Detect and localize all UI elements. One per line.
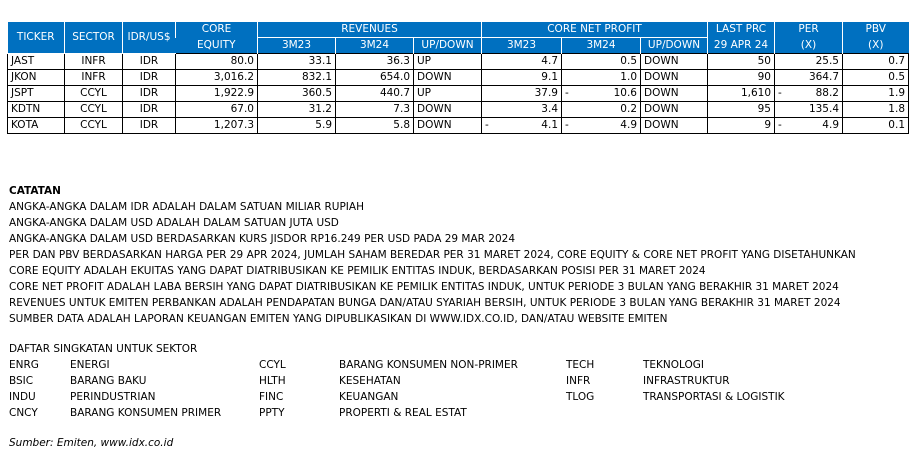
cell-currency: IDR (123, 86, 176, 102)
cell-sector: CCYL (65, 118, 123, 134)
cell-last-prc: 50 (708, 54, 775, 70)
cell-np-updown: DOWN (641, 86, 708, 102)
value: 135.4 (808, 103, 839, 115)
value: 25.5 (815, 55, 839, 67)
cell-np-3m24 (562, 54, 641, 70)
sector-name: TRANSPORTASI & LOGISTIK (643, 391, 785, 403)
value: 4.9 (822, 119, 839, 131)
cell-rev-3m24: 440.7 (336, 86, 414, 102)
cell-ticker: JAST (8, 54, 65, 70)
cell-pbv: 0.1 (843, 118, 909, 134)
cell-core-equity: 3,016.2 (176, 70, 258, 86)
note-line: CORE EQUITY ADALAH EKUITAS YANG DAPAT DIATRIBUSIKAN KE PEMILIK ENTITAS INDUK, BERDASARKAN POSISI PER 31 MARET 2024 (9, 265, 706, 277)
sector-code: TECH (566, 359, 595, 371)
value: 0.5 (620, 55, 637, 67)
header-pbv-top: PBV (843, 22, 909, 38)
cell-ticker: KOTA (8, 118, 65, 134)
header-rev-3m23: 3M23 (258, 38, 336, 54)
cell-ticker: KDTN (8, 102, 65, 118)
cell-pbv: 1.8 (843, 102, 909, 118)
value: 1.0 (620, 71, 637, 83)
cell-ticker: JSPT (8, 86, 65, 102)
sector-title: DAFTAR SINGKATAN UNTUK SEKTOR (9, 343, 198, 355)
cell-last-prc: 9 (708, 118, 775, 134)
sector-code: ENRG (9, 359, 39, 371)
cell-np-3m24 (562, 86, 641, 102)
cell-np-3m23 (482, 118, 562, 134)
header-per-top: PER (775, 22, 843, 38)
cell-np-3m24 (562, 70, 641, 86)
note-line: REVENUES UNTUK EMITEN PERBANKAN ADALAH PENDAPATAN BUNGA DAN/ATAU SYARIAH BERSIH, UNTUK PERIODE 3 BULAN YANG BERAKHIR 31 MARET 2024 (9, 297, 841, 309)
header-currency: IDR/US$ (123, 22, 176, 54)
sector-code: INDU (9, 391, 36, 403)
sector-abbreviations (9, 341, 909, 423)
cell-rev-3m23: 31.2 (258, 102, 336, 118)
cell-currency: IDR (123, 118, 176, 134)
table-row (8, 102, 909, 118)
sector-name: KESEHATAN (339, 375, 401, 387)
header-core-top: CORE (176, 22, 258, 38)
header-core-bottom: EQUITY (176, 38, 258, 54)
cell-np-3m23 (482, 86, 562, 102)
note-line: ANGKA-ANGKA DALAM USD BERDASARKAN KURS JISDOR RP16.249 PER USD PADA 29 MAR 2024 (9, 233, 516, 245)
cell-np-updown: DOWN (641, 70, 708, 86)
header-revenues: REVENUES (258, 22, 482, 38)
cell-rev-updown: UP (414, 86, 482, 102)
cell-rev-3m24: 7.3 (336, 102, 414, 118)
source-note: Sumber: Emiten, www.idx.co.id (9, 437, 174, 449)
cell-np-3m23 (482, 70, 562, 86)
header-per-bottom: (X) (775, 38, 843, 54)
value: 9.1 (541, 71, 558, 83)
cell-pbv: 0.5 (843, 70, 909, 86)
cell-rev-3m23: 360.5 (258, 86, 336, 102)
sector-name: ENERGI (70, 359, 110, 371)
sector-name: TEKNOLOGI (643, 359, 705, 371)
sector-name: BARANG KONSUMEN NON-PRIMER (339, 359, 518, 371)
table-row (8, 70, 909, 86)
cell-core-equity: 67.0 (176, 102, 258, 118)
cell-sector: CCYL (65, 102, 123, 118)
cell-rev-updown: UP (414, 54, 482, 70)
cell-last-prc: 1,610 (708, 86, 775, 102)
header-last-prc-bottom: 29 APR 24 (708, 38, 775, 54)
cell-rev-3m23: 832.1 (258, 70, 336, 86)
cell-currency: IDR (123, 54, 176, 70)
cell-rev-updown: DOWN (414, 102, 482, 118)
cell-sector: INFR (65, 70, 123, 86)
sector-name: BARANG BAKU (70, 375, 147, 387)
cell-rev-3m23: 5.9 (258, 118, 336, 134)
header-np-updown: UP/DOWN (641, 38, 708, 54)
header-rev-updown: UP/DOWN (414, 38, 482, 54)
header-ticker: TICKER (8, 22, 65, 54)
negative-sign: - (778, 87, 782, 99)
sector-grid (9, 357, 909, 423)
notes-section (9, 183, 856, 327)
note-line: PER DAN PBV BERDASARKAN HARGA PER 29 APR 2024, JUMLAH SAHAM BEREDAR PER 31 MARET 2024, CORE EQUITY & CORE NET PROFIT YANG DISETAHUNKAN (9, 249, 856, 261)
cell-core-equity: 80.0 (176, 54, 258, 70)
cell-sector: CCYL (65, 86, 123, 102)
note-line: ANGKA-ANGKA DALAM IDR ADALAH DALAM SATUAN MILIAR RUPIAH (9, 201, 364, 213)
value: 4.1 (541, 119, 558, 131)
header-last-prc-top: LAST PRC (708, 22, 775, 38)
cell-rev-3m24: 654.0 (336, 70, 414, 86)
sector-code: CNCY (9, 407, 38, 419)
table-row (8, 86, 909, 102)
value: 10.6 (613, 87, 637, 99)
header-np-3m24: 3M24 (562, 38, 641, 54)
cell-per (775, 118, 843, 134)
cell-last-prc: 90 (708, 70, 775, 86)
sector-code: HLTH (259, 375, 286, 387)
sector-name: INFRASTRUKTUR (643, 375, 730, 387)
cell-np-3m23 (482, 102, 562, 118)
sector-code: TLOG (566, 391, 595, 403)
cell-per (775, 86, 843, 102)
cell-rev-updown: DOWN (414, 70, 482, 86)
sector-code: INFR (566, 375, 591, 387)
value: 88.2 (815, 87, 839, 99)
cell-last-prc: 95 (708, 102, 775, 118)
value: 37.9 (534, 87, 558, 99)
cell-np-updown: DOWN (641, 118, 708, 134)
sector-code: FINC (259, 391, 284, 403)
header-sector: SECTOR (65, 22, 123, 54)
cell-np-3m23 (482, 54, 562, 70)
sector-code: BSIC (9, 375, 34, 387)
value: 3.4 (541, 103, 558, 115)
header-core-net-profit: CORE NET PROFIT (482, 22, 708, 38)
negative-sign: - (485, 119, 489, 131)
value: 364.7 (808, 71, 839, 83)
cell-currency: IDR (123, 70, 176, 86)
note-line: ANGKA-ANGKA DALAM USD ADALAH DALAM SATUAN JUTA USD (9, 217, 339, 229)
value: 4.7 (541, 55, 558, 67)
sector-name: KEUANGAN (339, 391, 399, 403)
cell-np-3m24 (562, 118, 641, 134)
cell-pbv: 0.7 (843, 54, 909, 70)
sector-name: PERINDUSTRIAN (70, 391, 156, 403)
cell-core-equity: 1,207.3 (176, 118, 258, 134)
cell-rev-updown: DOWN (414, 118, 482, 134)
cell-np-updown: DOWN (641, 54, 708, 70)
negative-sign: - (778, 119, 782, 131)
cell-np-updown: DOWN (641, 102, 708, 118)
cell-rev-3m24: 36.3 (336, 54, 414, 70)
sector-code: CCYL (259, 359, 286, 371)
financial-table (7, 22, 909, 134)
cell-core-equity: 1,922.9 (176, 86, 258, 102)
note-line: CORE NET PROFIT ADALAH LABA BERSIH YANG DAPAT DIATRIBUSIKAN KE PEMILIK ENTITAS INDUK, UNTUK PERIODE 3 BULAN YANG BERAKHIR 31 MARET 2024 (9, 281, 839, 293)
header-pbv-bottom: (X) (843, 38, 909, 54)
cell-sector: INFR (65, 54, 123, 70)
negative-sign: - (565, 119, 569, 131)
cell-pbv: 1.9 (843, 86, 909, 102)
note-line: SUMBER DATA ADALAH LAPORAN KEUANGAN EMITEN YANG DIPUBLIKASIKAN DI WWW.IDX.CO.ID, DAN/ATAU WEBSITE EMITEN (9, 313, 668, 325)
sector-code: PPTY (259, 407, 285, 419)
cell-per (775, 102, 843, 118)
cell-per (775, 70, 843, 86)
table-row (8, 54, 909, 70)
sector-name: PROPERTI & REAL ESTAT (339, 407, 467, 419)
notes-title: CATATAN (9, 185, 61, 197)
cell-ticker: JKON (8, 70, 65, 86)
header-rev-3m24: 3M24 (336, 38, 414, 54)
header-np-3m23: 3M23 (482, 38, 562, 54)
cell-per (775, 54, 843, 70)
cell-rev-3m23: 33.1 (258, 54, 336, 70)
cell-rev-3m24: 5.8 (336, 118, 414, 134)
sector-name: BARANG KONSUMEN PRIMER (70, 407, 222, 419)
cell-currency: IDR (123, 102, 176, 118)
table-row (8, 118, 909, 134)
value: 0.2 (620, 103, 637, 115)
value: 4.9 (620, 119, 637, 131)
negative-sign: - (565, 87, 569, 99)
cell-np-3m24 (562, 102, 641, 118)
